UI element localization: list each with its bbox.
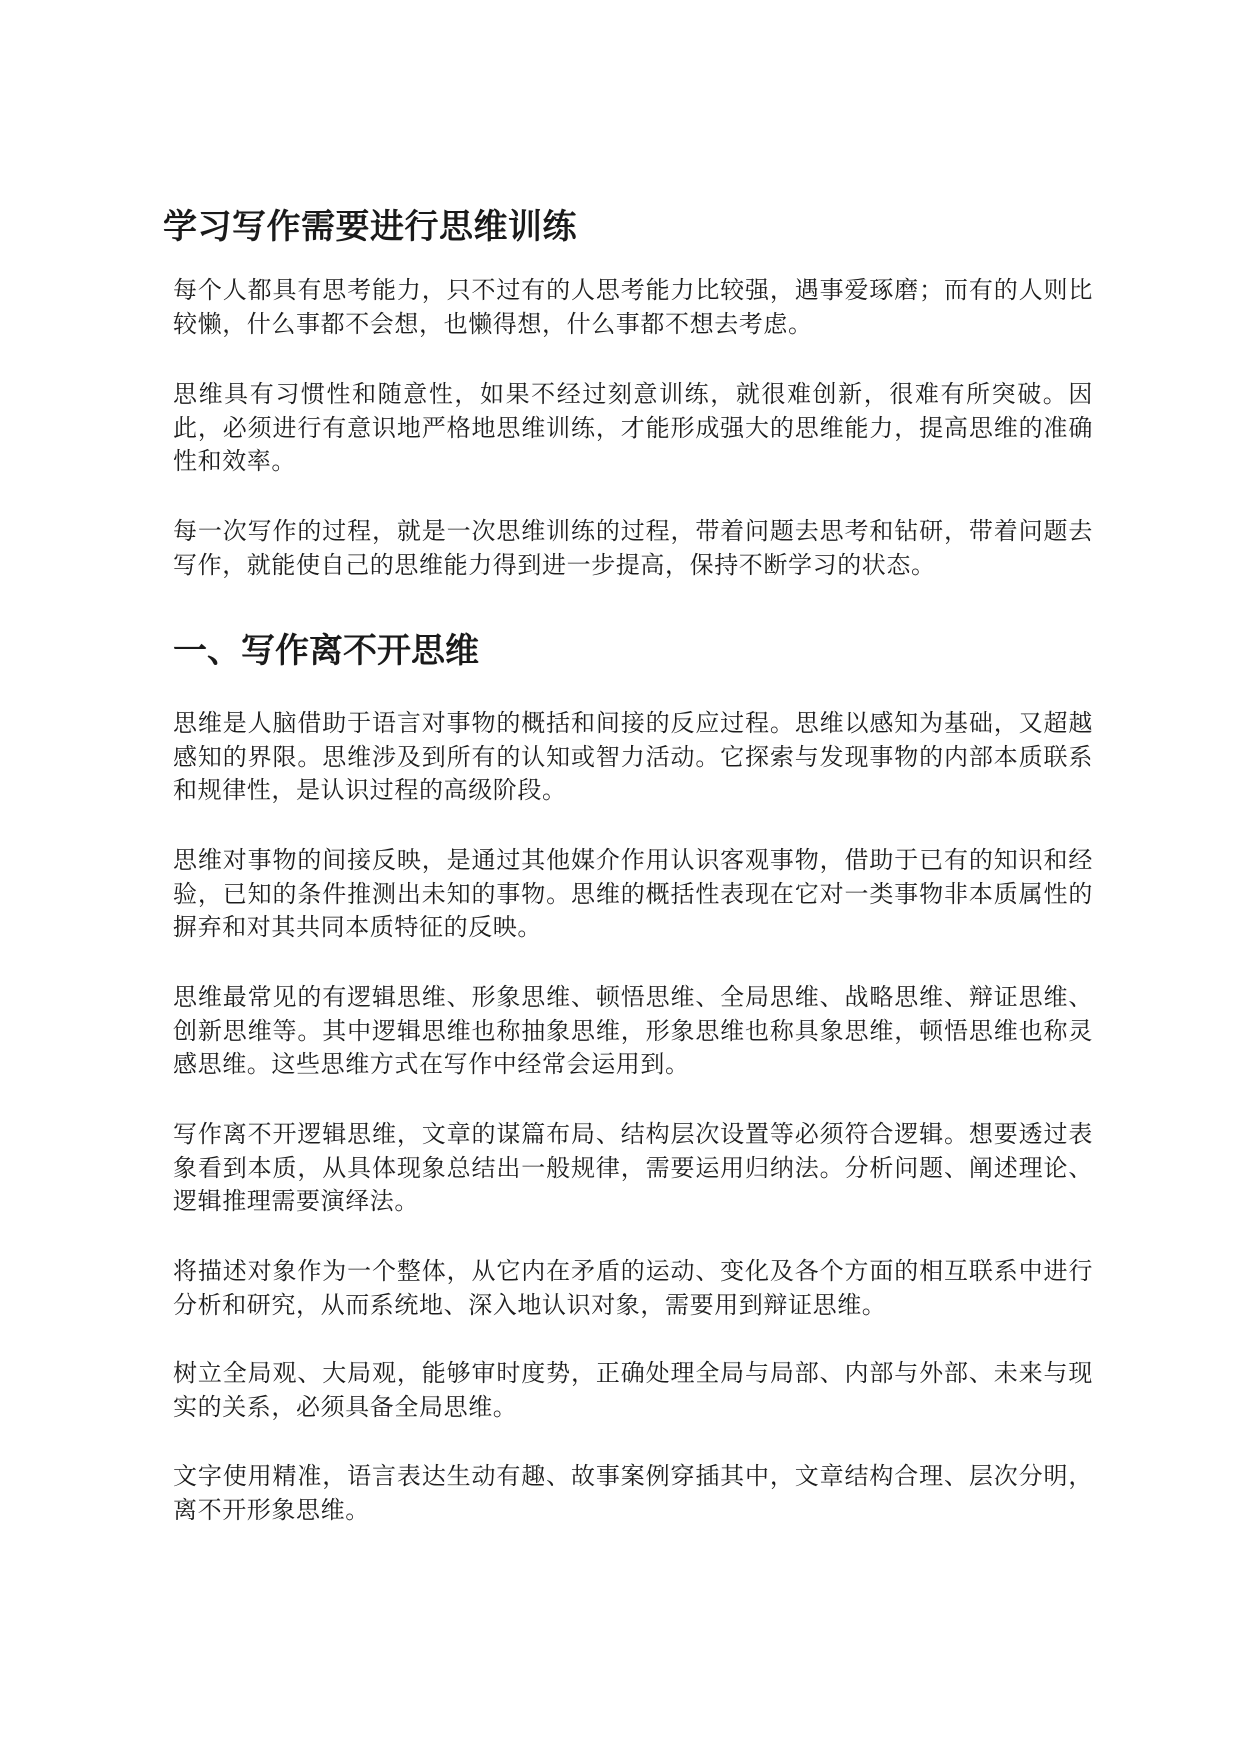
section-paragraph-1: 思维是人脑借助于语言对事物的概括和间接的反应过程。思维以感知为基础，又超越感知的界限。思维涉及到所有的认知或智力活动。它探索与发现事物的内部本质联系和规律性，是认识过程的高级阶段。 bbox=[173, 709, 1093, 804]
section-heading: 一、写作离不开思维 bbox=[173, 631, 479, 671]
section-paragraph-2: 思维对事物的间接反映，是通过其他媒介作用认识客观事物，借助于已有的知识和经验，已知的条件推测出未知的事物。思维的概括性表现在它对一类事物非本质属性的摒弃和对其共同本质特征的反映。 bbox=[173, 846, 1093, 941]
intro-paragraph-1: 每个人都具有思考能力，只不过有的人思考能力比较强，遇事爱琢磨；而有的人则比较懒，什么事都不会想，也懒得想，什么事都不想去考虑。 bbox=[173, 276, 1093, 338]
section-paragraph-6: 树立全局观、大局观，能够审时度势，正确处理全局与局部、内部与外部、未来与现实的关系，必须具备全局思维。 bbox=[173, 1359, 1093, 1421]
section-paragraph-4: 写作离不开逻辑思维，文章的谋篇布局、结构层次设置等必须符合逻辑。想要透过表象看到本质，从具体现象总结出一般规律，需要运用归纳法。分析问题、阐述理论、逻辑推理需要演绎法。 bbox=[173, 1120, 1093, 1215]
section-paragraph-3: 思维最常见的有逻辑思维、形象思维、顿悟思维、全局思维、战略思维、辩证思维、创新思维等。其中逻辑思维也称抽象思维，形象思维也称具象思维，顿悟思维也称灵感思维。这些思维方式在写作中经常会运用到。 bbox=[173, 983, 1093, 1078]
document-title: 学习写作需要进行思维训练 bbox=[163, 207, 577, 247]
intro-paragraph-3: 每一次写作的过程，就是一次思维训练的过程，带着问题去思考和钻研，带着问题去写作，就能使自己的思维能力得到进一步提高，保持不断学习的状态。 bbox=[173, 517, 1093, 579]
section-paragraph-7: 文字使用精准，语言表达生动有趣、故事案例穿插其中，文章结构合理、层次分明，离不开形象思维。 bbox=[173, 1462, 1093, 1524]
intro-paragraph-2: 思维具有习惯性和随意性，如果不经过刻意训练，就很难创新，很难有所突破。因此，必须进行有意识地严格地思维训练，才能形成强大的思维能力，提高思维的准确性和效率。 bbox=[173, 380, 1093, 475]
section-paragraph-5: 将描述对象作为一个整体，从它内在矛盾的运动、变化及各个方面的相互联系中进行分析和研究，从而系统地、深入地认识对象，需要用到辩证思维。 bbox=[173, 1257, 1093, 1319]
